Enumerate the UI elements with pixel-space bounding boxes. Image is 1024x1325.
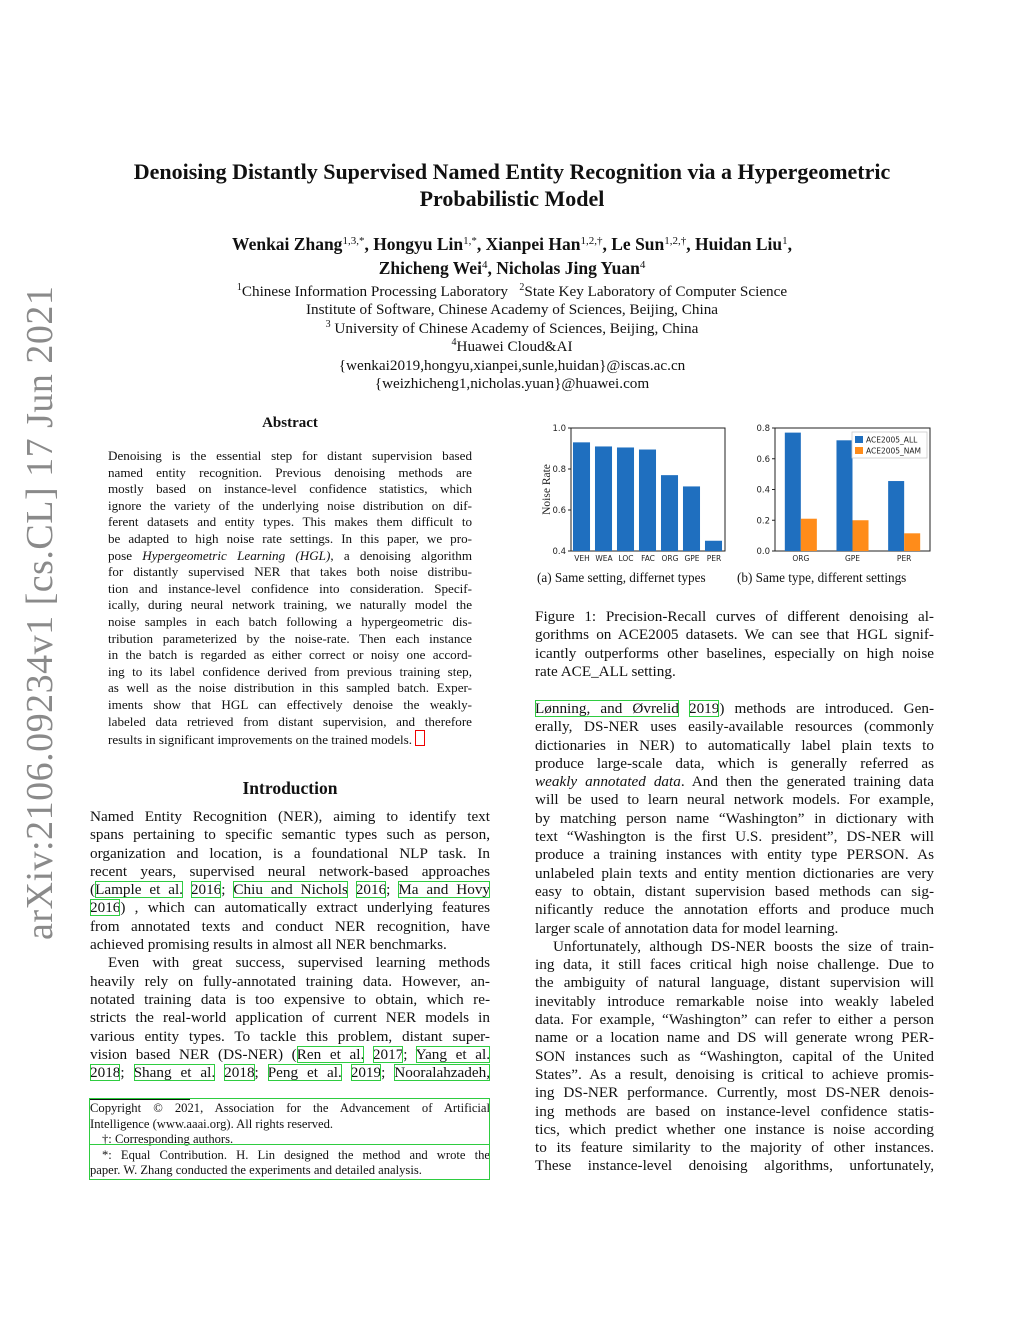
text-line: for distantly supervised NER that takes both noise distribu- bbox=[108, 564, 472, 580]
arxiv-identifier: arXiv:2106.09234v1 [cs.CL] 17 Jun 2021 bbox=[19, 285, 61, 940]
text-line: will be used to learn neural network models. For example, bbox=[535, 791, 934, 809]
text-line: erally, DS-NER uses easily-available resources (commonly bbox=[535, 718, 934, 736]
section-heading-introduction: Introduction bbox=[242, 778, 338, 798]
chart-noise-rate-settings bbox=[735, 420, 940, 570]
text-line: Named Entity Recognition (NER), aiming to identify text bbox=[90, 808, 490, 825]
text-line: in the batch is regarded as either correct or noisy one accord- bbox=[108, 647, 472, 663]
x-tick-label: PER bbox=[706, 554, 722, 563]
x-tick-label: VEH bbox=[574, 554, 590, 563]
bar bbox=[785, 433, 801, 551]
text-line bbox=[90, 899, 490, 917]
affiliation: Huawei Cloud&AI bbox=[456, 338, 573, 356]
text-line: dictionaries in NER) to automatically label plain texts to bbox=[535, 736, 934, 754]
text-line bbox=[535, 773, 934, 791]
text-line: spans pertaining to specific semantic types such as person, bbox=[90, 826, 490, 844]
text-line: tion and instance-level confidence into consideration. Specif- bbox=[108, 580, 472, 596]
text-fragment: ) , which can automatically extract underlying features bbox=[120, 899, 490, 917]
text-line: 2018; Shang et al. 2018; Peng et al. 2019; Nooralahzadeh, bbox=[90, 1064, 490, 1082]
aff-marker: 2 bbox=[519, 282, 525, 293]
citation-link[interactable]: Lample et al. bbox=[95, 881, 183, 899]
author-marker: 1,3,* bbox=[342, 235, 365, 247]
text-fragment: pose bbox=[108, 547, 143, 563]
caption-line: rate ACE_ALL setting. bbox=[535, 662, 676, 680]
y-tick-label: 0.0 bbox=[756, 547, 770, 557]
text-line: States”. As a result, denoising is critical to achieve promis- bbox=[535, 1065, 934, 1083]
bar bbox=[836, 440, 852, 551]
text-line: by matching person name “Washington” in dictionary with bbox=[535, 809, 934, 827]
bar bbox=[661, 475, 678, 551]
text-line: ing DS-NER performance. Currently, most DS-NER denois- bbox=[535, 1084, 934, 1102]
text-line: from annotated texts and conduct NER recognition, have bbox=[90, 917, 490, 935]
text-line: heavily rely on fully-annotated training data. However, an- bbox=[90, 972, 490, 990]
text-line: tribution parameterized by the noise-rate. Then each instance bbox=[108, 630, 472, 646]
text-line: recent years, supervised neural network-based approaches bbox=[90, 862, 490, 880]
aff-marker: 1 bbox=[236, 282, 242, 293]
text-line: ignore the variety of the underlying noise distribution on dif- bbox=[108, 497, 472, 513]
text-line: name or a location name and DS will generate wrong PER- bbox=[535, 1029, 934, 1047]
text-fragment: ) methods are introduced. Gen- bbox=[719, 700, 935, 717]
footnote-line: paper. W. Zhang conducted the experiments and detailed analysis. bbox=[90, 1163, 422, 1178]
author-name: Wenkai Zhang bbox=[232, 234, 343, 254]
footnote-link-box[interactable] bbox=[415, 730, 425, 746]
y-tick-label: 0.8 bbox=[756, 424, 770, 434]
text-fragment: , a denoising algorithm bbox=[330, 547, 472, 563]
author-name: Le Sun bbox=[611, 234, 665, 254]
author-marker: 1 bbox=[782, 235, 788, 247]
text-line: ing data, it still faces critical high noise challenge. Due to bbox=[535, 956, 934, 974]
text-line: larger scale of annotation data for model learning. bbox=[535, 919, 839, 937]
legend-swatch bbox=[855, 447, 863, 454]
citation-link[interactable]: 2016 bbox=[90, 899, 121, 917]
figure-caption bbox=[535, 608, 934, 681]
bar bbox=[683, 486, 700, 551]
legend-label: ACE2005_NAM bbox=[866, 446, 922, 456]
x-tick-label: WEA bbox=[595, 554, 613, 563]
aff-marker: 3 bbox=[325, 318, 331, 330]
text-line: produce large-scale data, which is generally referred as bbox=[535, 754, 934, 772]
citation-link[interactable]: 2016 bbox=[355, 881, 387, 899]
author-name: Xianpei Han bbox=[485, 234, 581, 254]
y-tick-label: 0.6 bbox=[756, 454, 770, 465]
text-line: organization and location, is a foundational NLP task. In bbox=[90, 844, 490, 862]
x-tick-label: PER bbox=[896, 554, 912, 563]
footnote-line: †: Corresponding authors. bbox=[102, 1132, 234, 1147]
text-line: be adapted to high noise rate settings. In this paper, we pro- bbox=[108, 530, 472, 546]
text-line: easy to obtain, distant supervision based methods can sig- bbox=[535, 882, 934, 900]
citation-link[interactable]: Ma and Hovy bbox=[398, 881, 491, 899]
legend-swatch bbox=[855, 436, 863, 443]
caption-line: icantly outperforms other baselines, especially on high noise bbox=[535, 644, 934, 662]
y-axis-label: Noise Rate bbox=[541, 464, 553, 515]
email: {weizhicheng1,nicholas.yuan}@huawei.com bbox=[374, 375, 650, 393]
citation-link[interactable]: Nooralahzadeh, bbox=[394, 1064, 490, 1082]
x-tick-label: ORG bbox=[792, 554, 810, 563]
text-line: named entity recognition. Previous denoising methods are bbox=[108, 464, 472, 480]
footnote-line: Intelligence (www.aaai.org). All rights reserved. bbox=[90, 1116, 334, 1131]
caption-line: Figure 1: Precision-Recall curves of different denoising al- bbox=[535, 608, 934, 625]
affiliation: Chinese Information Processing Laboratory bbox=[241, 283, 508, 300]
text-fragment: . And then the generated training data bbox=[680, 773, 934, 791]
text-line: These instance-level denoising algorithms, unfortunately, bbox=[535, 1157, 934, 1175]
text-line: achieved promising results in almost all NER benchmarks. bbox=[90, 936, 447, 954]
text-fragment: results in significant improvements on the trained models. bbox=[108, 732, 413, 748]
text-line: mostly based on instance-level confidence statistics, which bbox=[108, 481, 472, 497]
citation-link[interactable]: 2017 bbox=[372, 1045, 404, 1063]
footnotes bbox=[90, 1099, 490, 1179]
text-line: data. For example, “Washington” can refer to either a person bbox=[535, 1011, 934, 1029]
method-name: Hypergeometric Learning (HGL) bbox=[142, 547, 331, 563]
citation-link[interactable]: Shang et al. bbox=[133, 1064, 216, 1082]
text-line: ing methods are based on instance-level confidence statis- bbox=[535, 1102, 934, 1120]
text-line bbox=[108, 548, 472, 565]
paper-title bbox=[90, 158, 934, 212]
citation-link[interactable]: Peng et al. bbox=[267, 1064, 342, 1082]
text-line: ferent datasets and entity types. This makes them difficult to bbox=[108, 514, 472, 530]
x-tick-label: ORG bbox=[661, 554, 679, 563]
title-line: Probabilistic Model bbox=[419, 186, 605, 211]
y-tick-label: 0.4 bbox=[756, 485, 770, 496]
emphasis: weakly annotated data bbox=[535, 773, 681, 791]
y-tick-label: 0.2 bbox=[756, 516, 770, 527]
citation-link[interactable]: Ren et al. bbox=[296, 1045, 365, 1063]
author-marker: 1,* bbox=[463, 235, 477, 247]
bar bbox=[617, 447, 634, 551]
text-line: vision based NER (DS-NER) (Ren et al. 2017; Yang et al. bbox=[90, 1045, 491, 1063]
author-name: Zhicheng Wei bbox=[378, 258, 482, 278]
text-line: stricts the real-world application of current NER models in bbox=[90, 1009, 490, 1027]
legend-label: ACE2005_ALL bbox=[866, 435, 918, 445]
email: {wenkai2019,hongyu,xianpei,sunle,huidan}@iscas.ac.cn bbox=[338, 356, 686, 374]
bar bbox=[853, 520, 869, 551]
affiliation: Institute of Software, Chinese Academy of Sciences, Beijing, China bbox=[305, 301, 719, 319]
text-line: iments show that HGL can effectively denoise the weakly- bbox=[108, 696, 472, 712]
bar bbox=[639, 450, 656, 551]
x-tick-label: GPE bbox=[844, 554, 861, 563]
text-line: inevitably introduce remarkable noise into weakly labeled bbox=[535, 992, 934, 1010]
subcaption-a: (a) Same setting, differnet types bbox=[537, 570, 706, 585]
text-line: (Lample et al. 2016; Chiu and Nichols 2016; Ma and Hovy bbox=[90, 881, 491, 899]
text-line: Unfortunately, although DS-NER boosts the size of train- bbox=[553, 937, 934, 955]
text-line: nificantly reduce the annotation efforts and produce much bbox=[535, 901, 934, 919]
text-line bbox=[535, 700, 934, 718]
text-line: ically, during neural network training, we naturally model the bbox=[108, 597, 472, 613]
bar bbox=[705, 541, 722, 551]
subcaption-b: (b) Same type, different settings bbox=[737, 570, 907, 585]
text-line: labeled data retrieved from distant supervision, and therefore bbox=[108, 713, 472, 729]
text-line: noise samples in each batch following a hypergeometric dis- bbox=[108, 613, 472, 629]
affiliations bbox=[90, 283, 934, 393]
text-line: Denoising is the essential step for distant supervision based bbox=[108, 448, 472, 463]
affiliation: State Key Laboratory of Computer Science bbox=[524, 283, 788, 300]
bar bbox=[904, 533, 920, 551]
text-line: Even with great success, supervised learning methods bbox=[108, 954, 490, 972]
caption-line: gorithms on ACE2005 datasets. We can see that HGL signif- bbox=[535, 626, 934, 644]
citation-link[interactable]: 2019 bbox=[688, 700, 720, 717]
x-tick-label: FAC bbox=[641, 554, 655, 563]
bar bbox=[801, 519, 817, 551]
y-tick-label: 1.0 bbox=[552, 424, 566, 434]
author-name: Nicholas Jing Yuan bbox=[496, 258, 640, 278]
citation-link[interactable]: 2018 bbox=[224, 1064, 255, 1082]
text-line: ing to its label confidence derived from previous training step, bbox=[108, 663, 472, 679]
text-line bbox=[108, 730, 472, 749]
text-line: to its feature similarity to the majority of other instances. bbox=[535, 1139, 934, 1157]
text-line: the ambiguity of natural language, distant supervision will bbox=[535, 974, 934, 992]
intro-text bbox=[90, 808, 490, 1082]
bar bbox=[888, 481, 904, 551]
x-tick-label: GPE bbox=[684, 554, 700, 563]
text-fragment: vision based NER (DS-NER) ( bbox=[90, 1045, 297, 1063]
chart-noise-rate-types bbox=[535, 420, 735, 570]
text-line: tics, which predict whether one instance is noise according bbox=[535, 1120, 934, 1138]
bar bbox=[595, 446, 612, 551]
author-marker: 1,2,† bbox=[664, 235, 687, 247]
citation-link[interactable]: Chiu and Nichols bbox=[233, 881, 348, 899]
y-tick-label: 0.6 bbox=[552, 506, 566, 516]
citation-link[interactable]: Lønning, and Øvrelid bbox=[535, 700, 679, 717]
text-line: SON instances such as “Washington, capital of the United bbox=[535, 1047, 934, 1065]
y-tick-label: 0.8 bbox=[552, 465, 566, 475]
x-tick-label: LOC bbox=[618, 554, 634, 563]
author-name: Hongyu Lin bbox=[373, 234, 464, 254]
affiliation: University of Chinese Academy of Sciences, Beijing, China bbox=[330, 319, 699, 337]
text-line: text “Washington is the first U.S. president”, DS-NER will bbox=[535, 828, 934, 846]
footnote-line: *: Equal Contribution. H. Lin designed the method and wrote the bbox=[102, 1147, 490, 1162]
author-list: Wenkai Zhang$^{1,3,*}$, Hongyu Lin$^{1,*}$, Xianpei Han$^{1,2,\dagger}$, Le Sun$^{1,2,\dagger}$, Huidan Liu$^1$, Zhicheng Wei$^4$, Nicholas Jing Yuan$^4$ bbox=[232, 234, 792, 278]
aff-marker: 4 bbox=[451, 337, 457, 349]
title-line: Denoising Distantly Supervised Named Entity Recognition via a Hypergeometric bbox=[133, 159, 891, 184]
text-line: unlabeled plain texts and entity mention dictionaries are very bbox=[535, 864, 934, 882]
author-marker: 1,2,† bbox=[580, 235, 603, 247]
right-column-text bbox=[535, 700, 934, 1176]
citation-link[interactable]: 2016 bbox=[190, 881, 222, 899]
text-line: various entity types. To tackle this problem, distant super- bbox=[90, 1027, 490, 1045]
bar bbox=[573, 442, 590, 551]
abstract-body bbox=[108, 448, 472, 749]
citation-link[interactable]: 2018 bbox=[90, 1064, 121, 1082]
citation-link[interactable]: Yang et al. bbox=[415, 1045, 491, 1063]
text-line: as well as the noise distribution in this sampled batch. Exper- bbox=[108, 680, 472, 696]
abstract-heading: Abstract bbox=[262, 415, 318, 431]
text-line: produce a training instances with entity type PERSON. As bbox=[535, 846, 934, 864]
author-marker: 4 bbox=[639, 259, 646, 271]
author-name: Huidan Liu bbox=[695, 234, 783, 254]
author-marker: 4 bbox=[481, 259, 488, 271]
footnote-line: Copyright © 2021, Association for the Advancement of Artificial bbox=[90, 1101, 490, 1115]
text-line: notated training data is too expensive to obtain, which re- bbox=[90, 990, 490, 1008]
citation-link[interactable]: 2019 bbox=[350, 1064, 382, 1082]
y-tick-label: 0.4 bbox=[552, 547, 566, 557]
